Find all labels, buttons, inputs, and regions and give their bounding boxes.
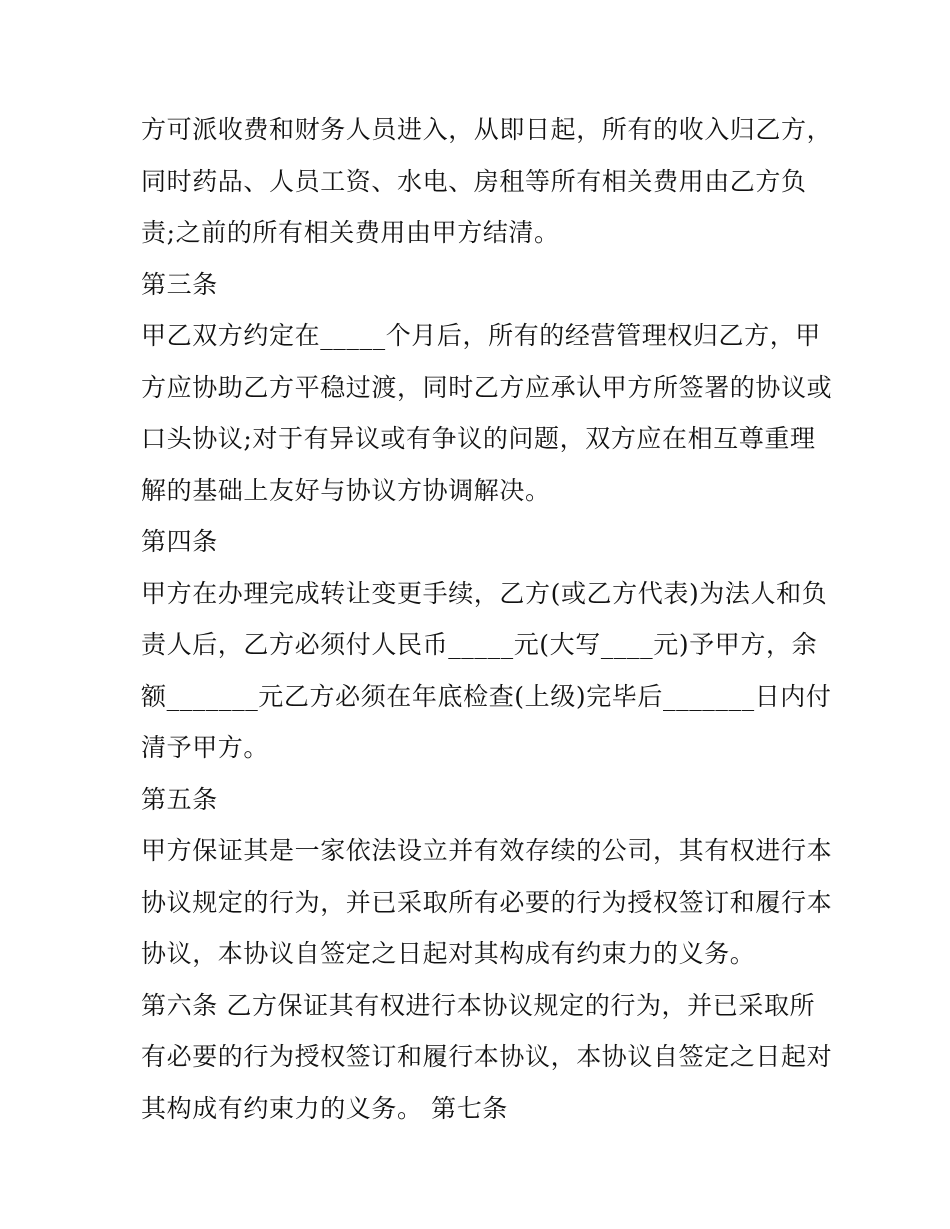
text-line: 清予甲方。 [141,733,270,762]
text-line: 甲方在办理完成转让变更手续，乙方(或乙方代表)为法人和负 [141,578,828,608]
text-line: 责;之前的所有相关费用由甲方结清。 [141,218,560,247]
text-line: 第六条 乙方保证其有权进行本协议规定的行为，并已采取所 [141,990,816,1020]
text-line: 方可派收费和财务人员进入，从即日起，所有的收入归乙方， [141,115,833,144]
text-line: 责人后，乙方必须付人民币_____元(大写____元)予甲方，余 [141,630,818,659]
article-heading: 第四条 [141,527,218,556]
text-line: 同时药品、人员工资、水电、房租等所有相关费用由乙方负 [141,166,807,196]
text-line: 口头协议;对于有异议或有争议的问题，双方应在相互尊重理 [141,424,816,453]
text-line: 方应协助乙方平稳过渡，同时乙方应承认甲方所签署的协议或 [141,372,833,402]
text-line: 有必要的行为授权签订和履行本协议，本协议自签定之日起对 [141,1042,833,1071]
text-line: 其构成有约束力的义务。 第七条 [141,1093,508,1123]
text-line: 甲乙双方约定在_____个月后，所有的经营管理权归乙方，甲 [141,321,821,350]
article-heading: 第五条 [141,784,218,814]
text-line: 协议规定的行为，并已采取所有必要的行为授权签订和履行本 [141,887,833,917]
text-line: 额_______元乙方必须在年底检查(上级)完毕后_______日内付 [141,681,832,711]
document-body [141,104,833,1134]
article-heading: 第三条 [141,269,218,299]
text-line: 甲方保证其是一家依法设立并有效存续的公司，其有权进行本 [141,836,833,865]
text-line: 解的基础上友好与协议方协调解决。 [141,475,551,505]
text-line: 协议，本协议自签定之日起对其构成有约束力的义务。 [141,939,756,968]
